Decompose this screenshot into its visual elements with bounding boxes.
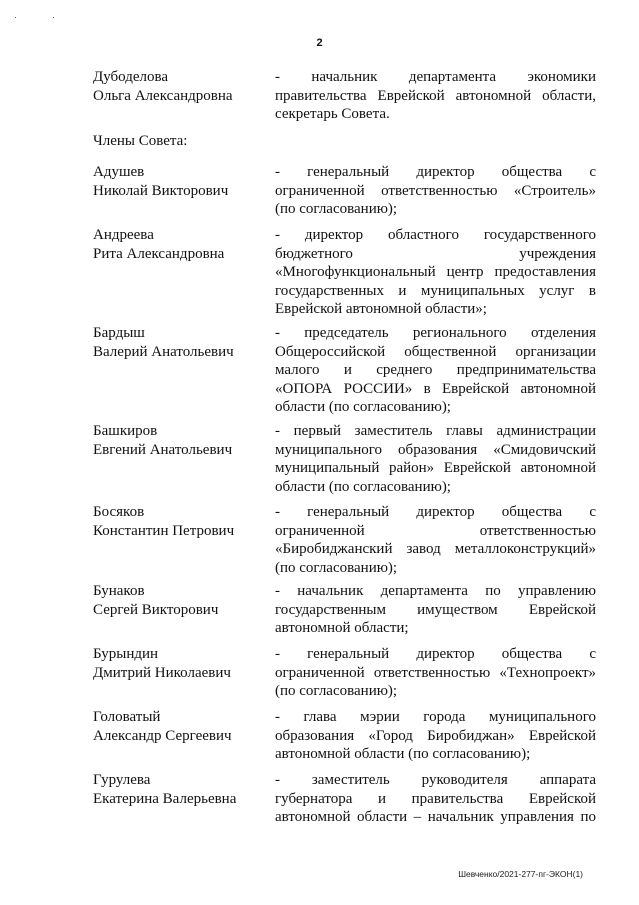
page-number: 2 <box>316 37 323 49</box>
position-description <box>275 163 596 219</box>
description-line: автономной области (по согласованию); <box>275 746 531 762</box>
person-name <box>93 582 273 619</box>
position-description <box>275 645 596 701</box>
description-line: ограниченной ответственностью <box>275 522 596 539</box>
description-line: - начальник департамента экономики <box>275 69 596 85</box>
person-name <box>93 226 273 263</box>
description-line: государственных и муниципальных услуг в <box>275 282 596 299</box>
position-description <box>275 68 596 124</box>
surname: Гурулева <box>93 772 151 788</box>
person-name <box>93 163 273 200</box>
position-description <box>275 582 596 638</box>
description-line: Общероссийской общественной организации <box>275 343 596 360</box>
description-line: области (по согласованию); <box>275 399 451 415</box>
document-reference-code: Шевченко/2021-277-пг-ЭКОН(1) <box>458 869 583 879</box>
description-line: «Биробиджанский завод металлоконструкций» <box>275 541 596 557</box>
description-line: - заместитель руководителя аппарата <box>275 772 596 788</box>
description-line: (по согласованию); <box>275 683 398 699</box>
position-description <box>275 503 596 577</box>
position-description <box>275 324 596 417</box>
position-description <box>275 708 596 764</box>
given-names: Константин Петрович <box>93 522 235 539</box>
person-name <box>93 645 273 682</box>
person-name <box>93 324 273 361</box>
position-description <box>275 771 596 827</box>
description-line: ограниченной ответственностью «Технопроект» <box>275 664 596 681</box>
description-line: ограниченной ответственностью «Строитель» <box>275 182 596 199</box>
person-name <box>93 503 273 540</box>
surname: Бурындин <box>93 646 159 662</box>
surname: Андреева <box>93 227 154 243</box>
description-line: - генеральный директор общества с <box>275 164 596 180</box>
given-names: Александр Сергеевич <box>93 727 232 744</box>
given-names: Николай Викторович <box>93 182 229 199</box>
description-line: - председатель регионального отделения <box>275 325 596 341</box>
description-line: малого и среднего предпринимательства <box>275 362 596 378</box>
surname: Адушев <box>93 164 145 180</box>
scan-mark: · <box>14 12 17 22</box>
description-line: - глава мэрии города муниципального <box>275 709 596 725</box>
description-line: образования «Город Биробиджан» Еврейской <box>275 727 596 744</box>
description-line: правительства Еврейской автономной области, <box>275 87 596 104</box>
description-line: губернатора и правительства Еврейской <box>275 790 596 807</box>
scan-mark: · <box>52 12 55 22</box>
person-name <box>93 422 273 459</box>
person-name <box>93 68 273 105</box>
description-line: муниципальный район» Еврейской автономной <box>275 460 596 476</box>
surname: Дубоделова <box>93 69 169 85</box>
description-line: бюджетного учреждения <box>275 245 596 262</box>
description-line: «ОПОРА РОССИИ» в Еврейской автономной <box>275 380 596 397</box>
position-description <box>275 422 596 496</box>
description-line: секретарь Совета. <box>275 106 390 122</box>
description-line: - генеральный директор общества с <box>275 646 596 662</box>
description-line: области (по согласованию); <box>275 478 451 495</box>
given-names: Дмитрий Николаевич <box>93 664 231 681</box>
description-line: автономной области – начальник управления по <box>275 809 596 825</box>
given-names: Евгений Анатольевич <box>93 441 233 458</box>
given-names: Сергей Викторович <box>93 601 219 618</box>
description-line: (по согласованию); <box>275 201 398 217</box>
surname: Головатый <box>93 709 161 725</box>
given-names: Екатерина Валерьевна <box>93 790 237 807</box>
surname: Босяков <box>93 504 145 520</box>
surname: Бунаков <box>93 583 145 599</box>
surname: Бардыш <box>93 325 145 341</box>
given-names: Ольга Александровна <box>93 87 233 104</box>
person-name <box>93 708 273 745</box>
surname: Башкиров <box>93 423 158 439</box>
description-line: «Многофункциональный центр предоставления <box>275 264 596 280</box>
description-line: - начальник департамента по управлению <box>275 583 596 599</box>
description-line: - директор областного государственного <box>275 227 596 243</box>
description-line: - генеральный директор общества с <box>275 504 596 520</box>
given-names: Рита Александровна <box>93 245 225 262</box>
description-line: государственным имуществом Еврейской <box>275 601 596 618</box>
description-line: Еврейской автономной области»; <box>275 301 487 317</box>
person-name <box>93 771 273 808</box>
members-heading: Члены Совета: <box>93 133 188 149</box>
position-description <box>275 226 596 319</box>
description-line: автономной области; <box>275 620 409 636</box>
description-line: муниципального образования «Смидовичский <box>275 441 596 458</box>
description-line: - первый заместитель главы администрации <box>275 423 596 439</box>
given-names: Валерий Анатольевич <box>93 343 234 360</box>
description-line: (по согласованию); <box>275 559 398 576</box>
